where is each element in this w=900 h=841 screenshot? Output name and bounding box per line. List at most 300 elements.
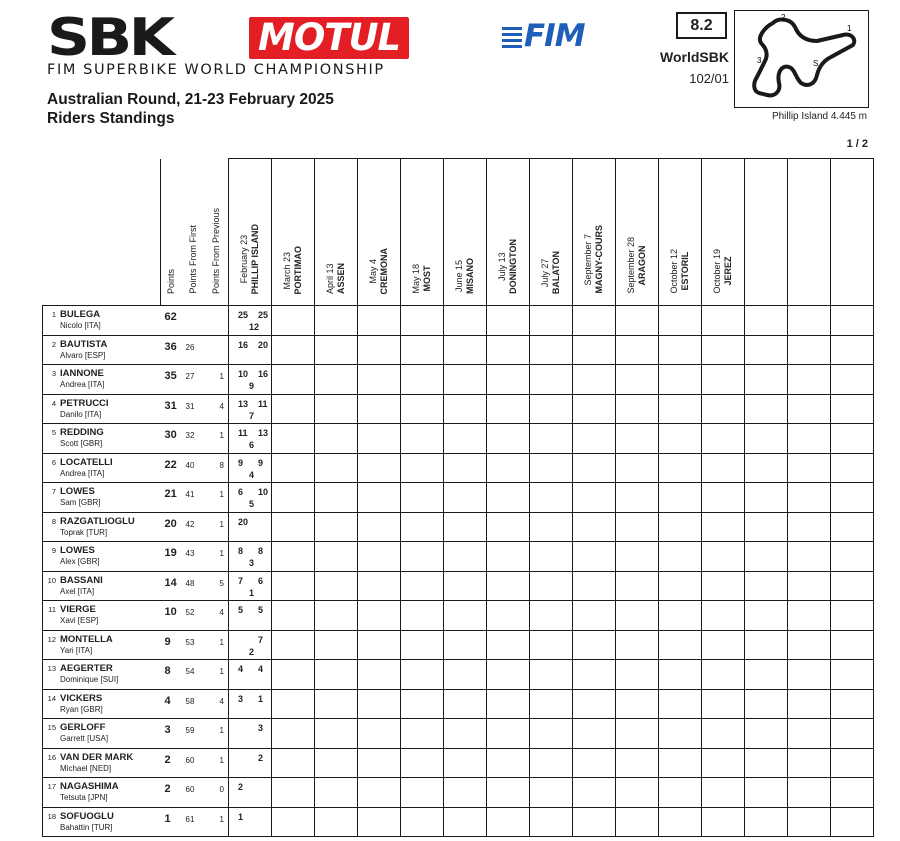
- rider-nationality: [ITA]: [88, 468, 105, 478]
- rider-first-name: Ryan: [60, 704, 79, 714]
- round-result-cell: [573, 542, 616, 572]
- rider-cell: [43, 542, 161, 572]
- round-result-cell: [530, 689, 573, 719]
- rider-position: 12: [47, 634, 56, 644]
- round-result-cell: [229, 807, 272, 837]
- round-result-cell: [487, 365, 530, 395]
- round-result-cell: [272, 807, 315, 837]
- round-venue: BALATON: [551, 250, 561, 294]
- round-result-cell: [788, 601, 831, 631]
- rider-surname: LOCATELLI: [60, 456, 113, 468]
- round-result-cell: [788, 424, 831, 454]
- rider-cell: [43, 483, 161, 513]
- round-result-cell: [358, 453, 401, 483]
- rider-points: 22: [161, 453, 183, 483]
- round-result-cell: [831, 719, 874, 749]
- rider-cell: [43, 807, 161, 837]
- round-result-cell: [358, 807, 401, 837]
- round-result-cell: [444, 748, 487, 778]
- round-header: [745, 159, 788, 306]
- rider-points: 19: [161, 542, 183, 572]
- round-result-cell: [659, 807, 702, 837]
- rider-nationality: [ITA]: [88, 380, 105, 389]
- round-result-cell: [745, 630, 788, 660]
- round-result-cell: [530, 394, 573, 424]
- round-result-cell: [616, 601, 659, 631]
- round-result-cell: [401, 306, 444, 336]
- race2-points: 16: [258, 369, 269, 379]
- round-result-cell: [702, 778, 745, 808]
- rider-nationality: [ITA]: [84, 321, 101, 330]
- rider-cell: [43, 335, 161, 365]
- race1-points: 5: [238, 605, 244, 615]
- superpole-race-points: 6: [249, 440, 255, 450]
- rider-first-name: Andrea: [60, 468, 86, 478]
- rider-cell: [43, 689, 161, 719]
- rider-points: 1: [161, 807, 183, 837]
- rider-cell: [43, 778, 161, 808]
- round-result-cell: [487, 571, 530, 601]
- round-result-cell: [573, 394, 616, 424]
- round-result-cell: [745, 689, 788, 719]
- motul-logo: MOTUL: [249, 17, 409, 59]
- rider-cell: [43, 601, 161, 631]
- table-row: [43, 719, 874, 749]
- round-result-cell: [358, 719, 401, 749]
- round-result-cell: [315, 512, 358, 542]
- race2-points: 1: [258, 693, 264, 704]
- round-result-cell: [272, 483, 315, 513]
- round-result-cell: [702, 689, 745, 719]
- round-result-cell: [573, 335, 616, 365]
- rider-surname: RAZGATLIOGLU: [60, 515, 135, 527]
- round-result-cell: [702, 483, 745, 513]
- race2-points: 6: [258, 575, 264, 586]
- round-result-cell: [702, 719, 745, 749]
- table-row: [43, 601, 874, 631]
- header-points: Points: [161, 159, 183, 306]
- round-result-cell: [315, 483, 358, 513]
- rider-points: 21: [161, 483, 183, 513]
- round-result-cell: [573, 424, 616, 454]
- round-header: [702, 159, 745, 306]
- round-result-cell: [315, 453, 358, 483]
- round-result-cell: [487, 719, 530, 749]
- round-result-cell: [788, 719, 831, 749]
- page-number: 1 / 2: [846, 138, 868, 150]
- round-result-cell: [487, 335, 530, 365]
- rider-position: 4: [51, 398, 56, 408]
- round-result-cell: [444, 424, 487, 454]
- table-row: [43, 365, 874, 395]
- round-result-cell: [702, 748, 745, 778]
- round-result-cell: [788, 660, 831, 690]
- round-result-cell: [272, 630, 315, 660]
- superpole-race-points: 7: [249, 410, 255, 421]
- rider-first-name: Alvaro: [60, 350, 83, 360]
- round-result-cell: [616, 719, 659, 749]
- round-result-cell: [444, 660, 487, 690]
- round-result-cell: [831, 601, 874, 631]
- round-result-cell: [530, 365, 573, 395]
- rider-surname: NAGASHIMA: [60, 781, 119, 792]
- round-venue: PHILLIP ISLAND: [250, 223, 260, 294]
- rider-position: 11: [48, 605, 56, 614]
- rider-points-from-previous: 5: [205, 571, 229, 601]
- round-result-cell: [401, 512, 444, 542]
- rider-first-name: Garrett: [60, 734, 85, 743]
- round-result-cell: [487, 630, 530, 660]
- round-result-cell: [831, 306, 874, 336]
- rider-position: 13: [47, 664, 56, 673]
- race2-points: 11: [258, 398, 268, 409]
- round-result-cell: [487, 542, 530, 572]
- round-result-cell: [659, 719, 702, 749]
- round-result-cell: [573, 630, 616, 660]
- race1-points: 20: [238, 516, 249, 527]
- race2-points: 25: [258, 310, 269, 320]
- round-result-cell: [229, 335, 272, 365]
- round-result-cell: [702, 601, 745, 631]
- round-result-cell: [358, 306, 401, 336]
- rider-points-from-previous: [205, 335, 229, 365]
- round-result-cell: [530, 483, 573, 513]
- race1-points: 16: [238, 339, 249, 350]
- rider-points-from-first: 58: [183, 689, 205, 719]
- round-result-cell: [272, 689, 315, 719]
- round-result-cell: [229, 365, 272, 395]
- round-result-cell: [487, 306, 530, 336]
- round-result-cell: [315, 335, 358, 365]
- rider-surname: IANNONE: [60, 368, 104, 379]
- round-result-cell: [616, 512, 659, 542]
- round-header: [272, 159, 315, 306]
- rider-points-from-first: 53: [183, 630, 205, 660]
- round-result-cell: [315, 630, 358, 660]
- header-points-from-first: Points From First: [183, 159, 205, 306]
- round-result-cell: [229, 394, 272, 424]
- round-result-cell: [530, 335, 573, 365]
- round-result-cell: [659, 630, 702, 660]
- rider-points-from-first: 48: [183, 571, 205, 601]
- rider-nationality: [TUR]: [91, 822, 113, 832]
- round-result-cell: [831, 571, 874, 601]
- round-result-cell: [229, 512, 272, 542]
- round-result-cell: [444, 778, 487, 808]
- rider-points-from-previous: 0: [205, 778, 229, 808]
- fim-logo: [502, 18, 585, 54]
- round-result-cell: [272, 453, 315, 483]
- rider-points: 62: [161, 306, 183, 336]
- round-result-cell: [401, 778, 444, 808]
- table-row: [43, 660, 874, 690]
- round-result-cell: [788, 453, 831, 483]
- rider-position: 3: [51, 369, 56, 378]
- corner-label-3: 3: [757, 56, 762, 65]
- round-result-cell: [831, 630, 874, 660]
- rider-nationality: [USA]: [87, 734, 109, 743]
- track-name: Phillip Island 4.445 m: [771, 111, 867, 122]
- rider-first-name: Danilo: [60, 409, 83, 419]
- round-result-cell: [401, 453, 444, 483]
- round-result-cell: [444, 689, 487, 719]
- round-result-cell: [616, 542, 659, 572]
- rider-points: 36: [161, 335, 183, 365]
- table-row: [43, 542, 874, 572]
- table-row: [43, 689, 874, 719]
- round-result-cell: [444, 719, 487, 749]
- rider-nationality: [NED]: [89, 763, 112, 773]
- round-result-cell: [788, 542, 831, 572]
- round-result-cell: [229, 542, 272, 572]
- rider-points-from-first: 60: [183, 748, 205, 778]
- rider-nationality: [ESP]: [84, 350, 106, 360]
- round-result-cell: [831, 512, 874, 542]
- rider-surname: LOWES: [60, 486, 95, 497]
- table-row: [43, 394, 874, 424]
- rider-points-from-previous: 4: [205, 689, 229, 719]
- rider-cell: [43, 512, 161, 542]
- round-result-cell: [702, 335, 745, 365]
- round-result-cell: [745, 719, 788, 749]
- round-venue: MAGNY-COURS: [594, 225, 604, 294]
- round-result-cell: [788, 335, 831, 365]
- round-result-cell: [745, 601, 788, 631]
- round-result-cell: [487, 778, 530, 808]
- round-result-cell: [831, 689, 874, 719]
- rider-points-from-first: 41: [183, 483, 205, 513]
- race2-points: 4: [258, 664, 264, 674]
- race1-points: 8: [238, 546, 244, 556]
- rider-first-name: Alex: [60, 557, 76, 566]
- round-result-cell: [745, 365, 788, 395]
- round-result-cell: [315, 719, 358, 749]
- rider-points-from-first: 61: [183, 807, 205, 837]
- round-date: July 13: [497, 252, 507, 281]
- round-result-cell: [444, 365, 487, 395]
- rider-cell: [43, 365, 161, 395]
- rider-points-from-previous: 8: [205, 453, 229, 483]
- round-venue: MOST: [422, 266, 432, 293]
- round-result-cell: [487, 424, 530, 454]
- round-result-cell: [401, 483, 444, 513]
- round-result-cell: [788, 483, 831, 513]
- round-result-cell: [358, 571, 401, 601]
- round-result-cell: [530, 542, 573, 572]
- series-name: WorldSBK: [660, 49, 729, 65]
- round-result-cell: [401, 542, 444, 572]
- round-result-cell: [272, 394, 315, 424]
- round-result-cell: [272, 778, 315, 808]
- rider-points-from-first: 42: [183, 512, 205, 542]
- round-result-cell: [487, 660, 530, 690]
- round-result-cell: [616, 424, 659, 454]
- round-result-cell: [229, 748, 272, 778]
- round-result-cell: [272, 601, 315, 631]
- round-result-cell: [401, 424, 444, 454]
- round-result-cell: [444, 483, 487, 513]
- superpole-race-points: 3: [249, 558, 255, 568]
- round-date: April 13: [325, 263, 335, 294]
- round-date: October 19: [712, 249, 722, 294]
- corner-label-2: 2: [781, 13, 786, 22]
- round-result-cell: [358, 660, 401, 690]
- round-result-cell: [745, 748, 788, 778]
- round-result-cell: [745, 483, 788, 513]
- superpole-race-points: 9: [249, 381, 255, 391]
- round-result-cell: [659, 778, 702, 808]
- round-result-cell: [444, 335, 487, 365]
- round-result-cell: [659, 748, 702, 778]
- round-result-cell: [401, 660, 444, 690]
- round-result-cell: [616, 778, 659, 808]
- rider-surname: PETRUCCI: [60, 397, 109, 409]
- round-header: [659, 159, 702, 306]
- round-result-cell: [272, 542, 315, 572]
- round-result-cell: [444, 601, 487, 631]
- race1-points: 3: [238, 693, 244, 704]
- header-points-from-previous: Points From Previous: [205, 159, 229, 306]
- round-result-cell: [702, 542, 745, 572]
- rider-points-from-first: 31: [183, 394, 205, 424]
- rider-nationality: [GBR]: [80, 439, 103, 448]
- rider-points: 30: [161, 424, 183, 454]
- rider-surname: GERLOFF: [60, 722, 106, 733]
- round-result-cell: [272, 748, 315, 778]
- round-result-cell: [229, 453, 272, 483]
- round-header: [315, 159, 358, 306]
- round-result-cell: [358, 424, 401, 454]
- round-header: [616, 159, 659, 306]
- race1-points: 1: [238, 811, 244, 822]
- page-title: [47, 90, 334, 128]
- round-result-cell: [272, 424, 315, 454]
- round-result-cell: [229, 483, 272, 513]
- rider-position: 9: [51, 546, 56, 555]
- round-result-cell: [702, 453, 745, 483]
- round-result-cell: [272, 571, 315, 601]
- round-result-cell: [831, 748, 874, 778]
- round-result-cell: [315, 748, 358, 778]
- round-result-cell: [358, 483, 401, 513]
- rider-rows: [43, 306, 874, 837]
- round-result-cell: [358, 394, 401, 424]
- round-result-cell: [573, 306, 616, 336]
- round-result-cell: [487, 483, 530, 513]
- round-result-cell: [444, 512, 487, 542]
- round-result-cell: [659, 335, 702, 365]
- round-result-cell: [315, 571, 358, 601]
- round-result-cell: [573, 601, 616, 631]
- round-header: [573, 159, 616, 306]
- round-result-cell: [401, 365, 444, 395]
- round-venue: CREMONA: [379, 247, 389, 294]
- corner-label-s: S: [813, 59, 819, 68]
- round-result-cell: [745, 394, 788, 424]
- round-result-cell: [659, 306, 702, 336]
- rider-position: 15: [47, 723, 56, 732]
- round-result-cell: [530, 601, 573, 631]
- round-result-cell: [831, 483, 874, 513]
- rider-points: 3: [161, 719, 183, 749]
- rider-surname: BASSANI: [60, 574, 103, 586]
- rider-points-from-previous: 1: [205, 807, 229, 837]
- rider-first-name: Axel: [60, 586, 76, 596]
- round-result-cell: [229, 601, 272, 631]
- round-result-cell: [315, 689, 358, 719]
- race2-points: 8: [258, 546, 264, 556]
- rider-points-from-previous: 1: [205, 719, 229, 749]
- round-date: May 4: [368, 258, 378, 284]
- round-result-cell: [487, 689, 530, 719]
- table-row: [43, 512, 874, 542]
- document-title: Riders Standings: [47, 110, 175, 127]
- round-result-cell: [401, 571, 444, 601]
- rider-surname: BAUTISTA: [60, 338, 108, 350]
- race1-points: 25: [238, 310, 249, 320]
- race2-points: 7: [258, 634, 264, 645]
- race2-points: 2: [258, 752, 264, 763]
- round-result-cell: [573, 365, 616, 395]
- round-result-cell: [487, 394, 530, 424]
- rider-nationality: [ITA]: [77, 586, 95, 596]
- track-map: [734, 10, 869, 108]
- rider-cell: [43, 719, 161, 749]
- superpole-race-points: 2: [249, 646, 255, 657]
- rider-surname: BULEGA: [60, 309, 101, 320]
- round-result-cell: [487, 807, 530, 837]
- round-result-cell: [702, 394, 745, 424]
- round-result-cell: [272, 719, 315, 749]
- round-result-cell: [358, 512, 401, 542]
- rider-cell: [43, 453, 161, 483]
- round-result-cell: [659, 424, 702, 454]
- round-result-cell: [788, 748, 831, 778]
- round-result-cell: [229, 660, 272, 690]
- round-result-cell: [530, 453, 573, 483]
- rider-points: 8: [161, 660, 183, 690]
- fim-stripes-icon: [502, 27, 522, 49]
- rider-surname: REDDING: [60, 427, 104, 438]
- round-header: [444, 159, 487, 306]
- round-result-cell: [573, 719, 616, 749]
- round-date: March 23: [282, 250, 292, 289]
- rider-nationality: [GBR]: [77, 557, 100, 566]
- rider-position: 14: [47, 693, 56, 703]
- rider-points-from-first: 32: [183, 424, 205, 454]
- table-row: [43, 424, 874, 454]
- round-result-cell: [702, 424, 745, 454]
- superpole-race-points: 5: [249, 499, 255, 509]
- round-header: [788, 159, 831, 306]
- rider-cell: [43, 748, 161, 778]
- round-header: [831, 159, 874, 306]
- round-result-cell: [401, 689, 444, 719]
- race2-points: 10: [258, 487, 269, 497]
- rider-points-from-first: 54: [183, 660, 205, 690]
- round-result-cell: [401, 807, 444, 837]
- round-header: [530, 159, 573, 306]
- round-result-cell: [530, 719, 573, 749]
- round-result-cell: [788, 306, 831, 336]
- rider-nationality: [TUR]: [86, 527, 108, 537]
- round-result-cell: [530, 748, 573, 778]
- round-venue: ARAGON: [637, 245, 647, 286]
- rider-first-name: Sam: [60, 498, 77, 507]
- race2-points: 13: [258, 428, 269, 438]
- rider-points-from-previous: 1: [205, 660, 229, 690]
- round-result-cell: [229, 571, 272, 601]
